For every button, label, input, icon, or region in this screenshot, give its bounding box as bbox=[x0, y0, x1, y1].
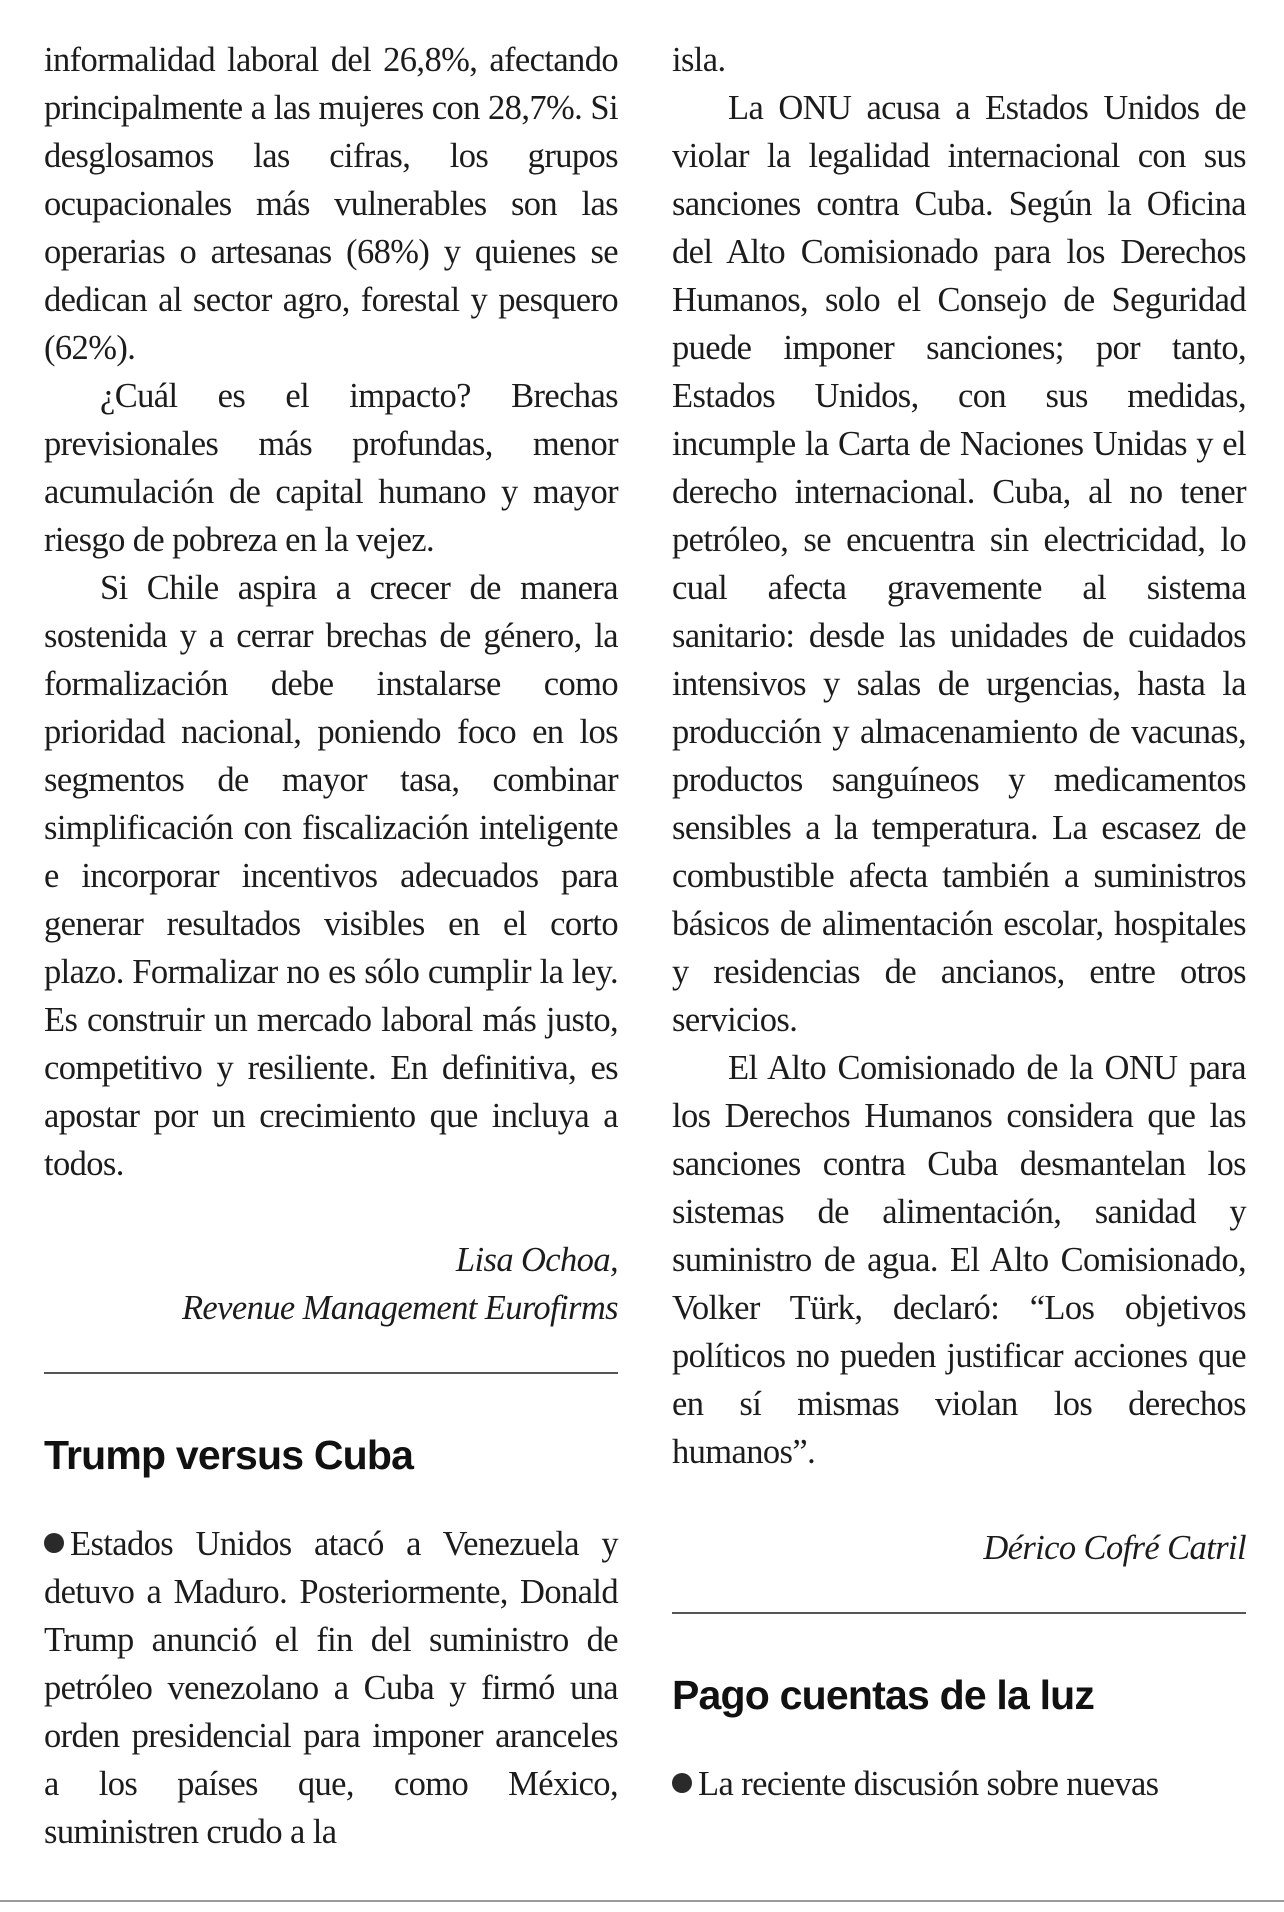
letter-lead-paragraph bbox=[44, 1520, 618, 1856]
letter-paragraph: Si Chile aspira a crecer de manera sostenida y a cerrar brechas de género, la formalización debe instalarse como prioridad nacional, poniendo foco en los segmentos de mayor tasa, combinar simplificación con fiscalización inteligente e incorporar incentivos adecuados para generar resultados visibles en el corto plazo. Formalizar no es sólo cumplir la ley. Es construir un mercado laboral más justo, competitivo y resiliente. En definitiva, es apostar por un crecimiento que incluya a todos. bbox=[44, 569, 618, 1183]
signature-affiliation: Revenue Management Eurofirms bbox=[181, 1289, 618, 1327]
letter-title: Trump versus Cuba bbox=[44, 1432, 414, 1478]
right-column bbox=[672, 36, 1246, 1808]
letter-lead-text: Estados Unidos atacó a Venezuela y detuvo a Maduro. Posteriormente, Donald Trump anunció el fin del suministro de petróleo venezolano a Cuba y firmó una orden presidencial para imponer aranceles a los países que, como México, suministren crudo a la bbox=[44, 1525, 618, 1851]
letter-paragraph: ¿Cuál es el impacto? Brechas previsionales más profundas, menor acumulación de capital humano y mayor riesgo de pobreza en la vejez. bbox=[44, 377, 618, 559]
bullet-icon bbox=[672, 1773, 692, 1793]
letter-paragraph: isla. bbox=[672, 41, 726, 79]
letter-paragraph: La ONU acusa a Estados Unidos de violar la legalidad internacional con sus sanciones contra Cuba. Según la Oficina del Alto Comisionado para los Derechos Humanos, solo el Consejo de Seguridad puede imponer sanciones; por tanto, Estados Unidos, con sus medidas, incumple la Carta de Naciones Unidas y el derecho internacional. Cuba, al no tener petróleo, se encuentra sin electricidad, lo cual afecta gravemente al sistema sanitario: desde las unidades de cuidados intensivos y salas de urgencias, hasta la producción y almacenamiento de vacunas, productos sanguíneos y medicamentos sensibles a la temperatura. La escasez de combustible afecta también a suministros básicos de alimentación escolar, hospitales y residencias de ancianos, entre otros servicios. bbox=[672, 89, 1246, 1039]
letter-paragraph: El Alto Comisionado de la ONU para los Derechos Humanos considera que las sanciones contra Cuba desmantelan los sistemas de alimentación, sanidad y suministro de agua. El Alto Comisionado, Volker Türk, declaró: “Los objetivos políticos no pueden justificar acciones que en sí mismas violan los derechos humanos”. bbox=[672, 1049, 1246, 1471]
letter-title: Pago cuentas de la luz bbox=[672, 1672, 1095, 1718]
left-column bbox=[44, 36, 618, 1856]
letter-lead-text: La reciente discusión sobre nuevas bbox=[698, 1765, 1159, 1803]
page-bottom-border bbox=[0, 1900, 1284, 1902]
bullet-icon bbox=[44, 1533, 64, 1553]
section-divider bbox=[672, 1612, 1246, 1614]
signature-name: Lisa Ochoa, bbox=[455, 1241, 618, 1279]
letter-signature bbox=[672, 1524, 1246, 1572]
signature-name: Dérico Cofré Catril bbox=[983, 1529, 1246, 1567]
letter-signature bbox=[44, 1236, 618, 1332]
letter-lead-paragraph bbox=[672, 1760, 1246, 1808]
section-divider bbox=[44, 1372, 618, 1374]
letter-paragraph: informalidad laboral del 26,8%, afectando principalmente a las mujeres con 28,7%. Si desglosamos las cifras, los grupos ocupacionales más vulnerables son las operarias o artesanas (68%) y quienes se dedican al sector agro, forestal y pesquero (62%). bbox=[44, 41, 618, 367]
